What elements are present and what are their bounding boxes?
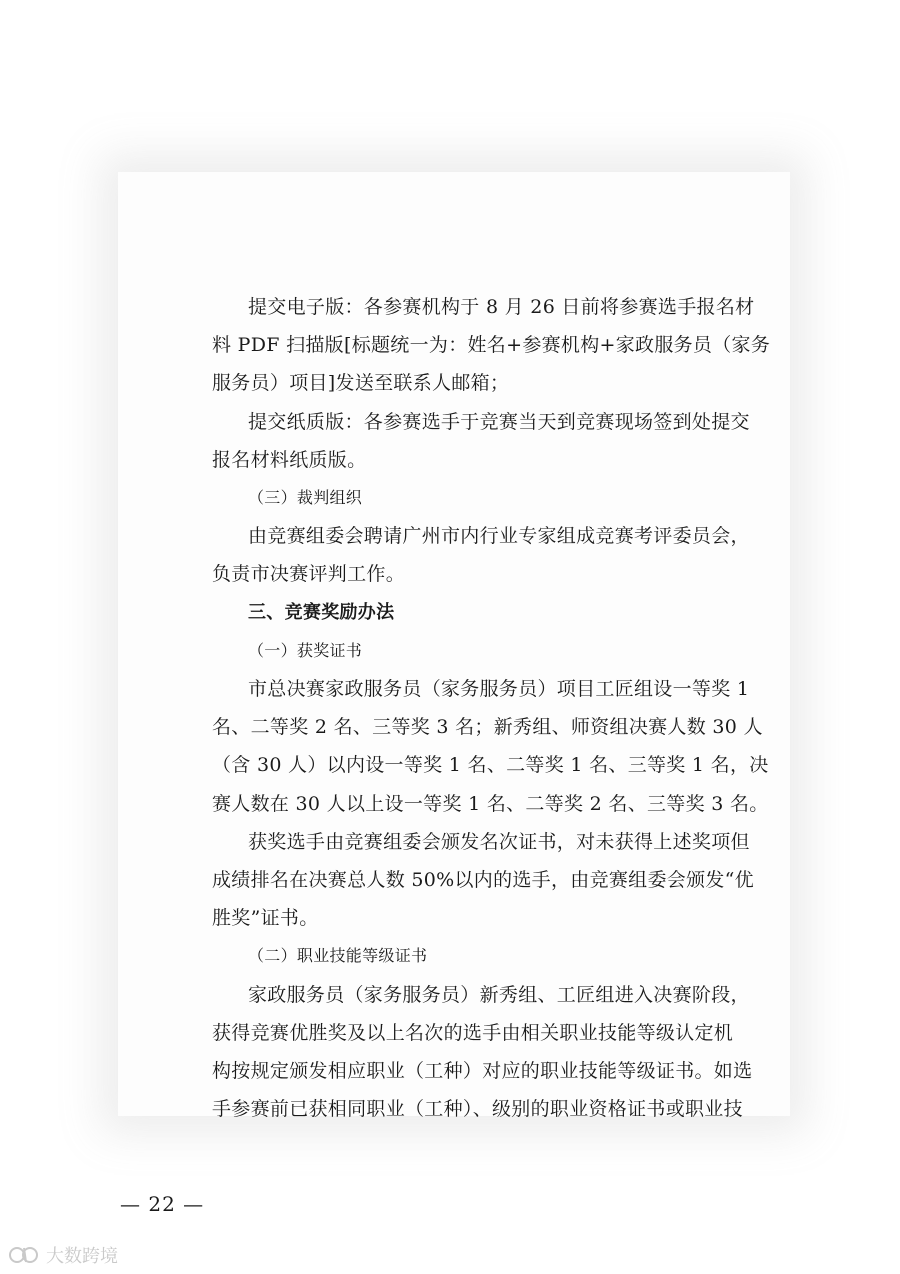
section-heading	[212, 594, 724, 632]
text-line: 获得竞赛优胜奖及以上名次的选手由相关职业技能等级认定机	[212, 1021, 734, 1044]
text-line: 成绩排名在决赛总人数 50%以内的选手，由竞赛组委会颁发“优	[212, 869, 754, 892]
text-line: 赛人数在 30 人以上设一等奖 1 名、二等奖 2 名、三等奖 3 名。	[212, 792, 769, 815]
text-line: 服务员）项目]发送至联系人邮箱；	[212, 372, 510, 395]
text-line: （一）获奖证书	[248, 640, 363, 660]
watermark	[8, 1242, 118, 1268]
text-line: （三）裁判组织	[248, 488, 363, 508]
paragraph	[212, 823, 754, 938]
watermark-text: 大数跨境	[46, 1246, 118, 1267]
text-line: 由竞赛组委会聘请广州市内行业专家组成竞赛考评委员会，	[248, 525, 750, 548]
text-line: 三、竞赛奖励办法	[248, 601, 395, 623]
page-number: — 22 —	[120, 1192, 205, 1216]
text-line: 获奖选手由竞赛组委会颁发名次证书，对未获得上述奖项但	[248, 830, 750, 853]
sub-heading	[212, 632, 724, 670]
sub-heading	[212, 937, 724, 975]
text-line: 负责市决赛评判工作。	[212, 563, 406, 586]
paragraph	[212, 670, 769, 823]
paragraph	[212, 403, 750, 479]
text-line: 手参赛前已获相同职业（工种）、级别的职业资格证书或职业技	[212, 1098, 743, 1121]
text-line: 提交纸质版：各参赛选手于竞赛当天到竞赛现场签到处提交	[248, 410, 750, 433]
brand-logo-icon	[8, 1244, 42, 1266]
text-line: 构按规定颁发相应职业（工种）对应的职业技能等级证书。如选	[212, 1060, 753, 1083]
document-body	[212, 288, 771, 1128]
text-line: 家政服务员（家务服务员）新秀组、工匠组进入决赛阶段，	[248, 983, 750, 1006]
text-line: 提交电子版：各参赛机构于 8 月 26 日前将参赛选手报名材	[248, 296, 755, 318]
sub-heading	[212, 479, 724, 517]
text-line: 报名材料纸质版。	[212, 448, 367, 471]
text-line: （含 30 人）以内设一等奖 1 名、二等奖 1 名、三等奖 1 名，决	[212, 754, 769, 777]
text-line: 名、二等奖 2 名、三等奖 3 名；新秀组、师资组决赛人数 30 人	[212, 716, 763, 739]
paragraph	[212, 517, 750, 593]
text-line: 胜奖”证书。	[212, 907, 319, 930]
text-line: 市总决赛家政服务员（家务服务员）项目工匠组设一等奖 1	[248, 678, 750, 701]
text-line: （二）职业技能等级证书	[248, 946, 428, 966]
text-line: 料 PDF 扫描版[标题统一为：姓名+参赛机构+家政服务员（家务	[212, 334, 771, 357]
paragraph	[212, 976, 753, 1129]
paragraph	[212, 288, 771, 403]
